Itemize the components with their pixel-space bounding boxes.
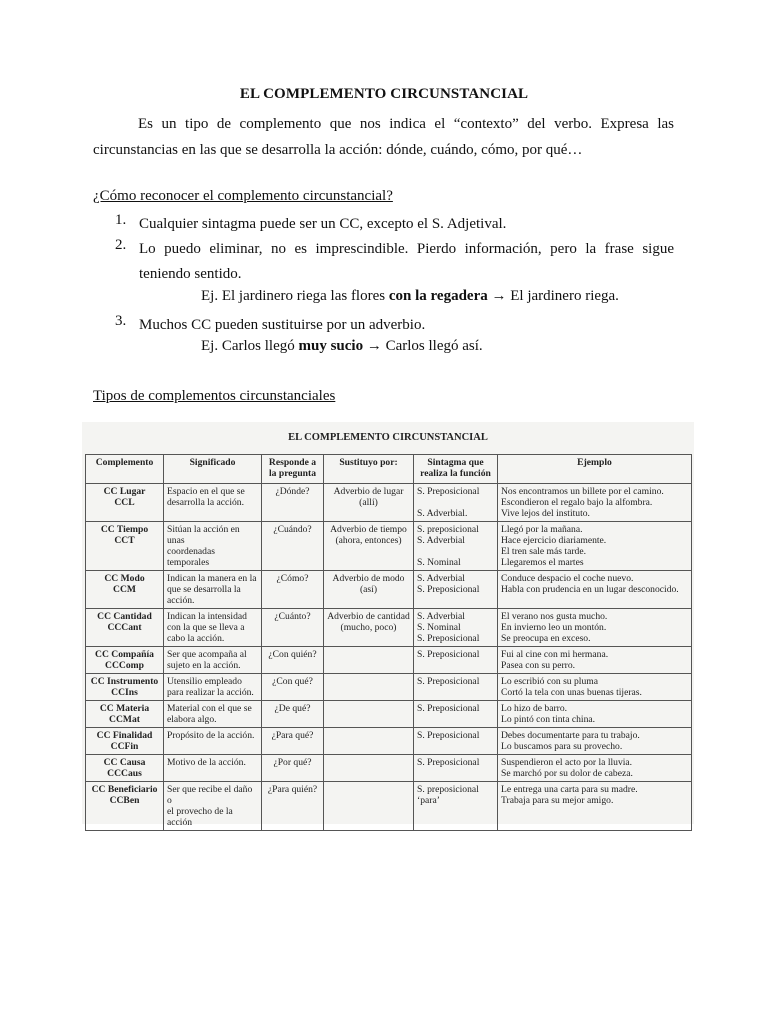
section-heading-types: Tipos de complementos circunstanciales — [93, 388, 336, 404]
cell-line: S. Preposicional — [417, 757, 480, 768]
cell-line: S. Preposicional — [417, 633, 480, 644]
table-cell-significado — [164, 609, 262, 647]
example-sentence — [201, 338, 483, 355]
cell-line: Sitúan la acción en unas — [167, 524, 240, 546]
cell-line: Llegó por la mañana. — [501, 524, 583, 535]
cell-line: ¿Con quién? — [268, 649, 317, 660]
cell-line: Motivo de la acción. — [167, 757, 246, 768]
cell-line: Escondieron el regalo bajo la alfombra. — [501, 497, 653, 508]
cell-line: para realizar la acción. — [167, 687, 254, 698]
list-item-text: Lo puedo eliminar, no es imprescindible. Pierdo información, pero la frase sigue teniendo sentido. — [139, 241, 674, 282]
table-cell-ejemplo — [498, 522, 692, 571]
cell-line: Ser que acompaña al — [167, 649, 247, 660]
cell-line: que se desarrolla la — [167, 584, 241, 595]
example-text: → El jardinero riega. — [487, 288, 619, 304]
cell-line: Hace ejercicio diariamente. — [501, 535, 607, 546]
cell-line: S. Adverbial — [417, 573, 465, 584]
table-cell-sustituyo — [324, 674, 414, 701]
table-row — [86, 728, 692, 755]
table-cell-significado — [164, 701, 262, 728]
cell-line: acción. — [167, 595, 195, 606]
cell-line: ¿Para qué? — [271, 730, 314, 741]
cell-line: sujeto en la acción. — [167, 660, 241, 671]
cell-line: S. Nominal — [417, 622, 461, 633]
table-cell-sustituyo — [324, 647, 414, 674]
cell-line: Lo pintó con tinta china. — [501, 714, 596, 725]
cell-line: elabora algo. — [167, 714, 217, 725]
header-cell: Significado — [164, 455, 262, 484]
table-cell-significado — [164, 647, 262, 674]
cell-line: Habla con prudencia en un lugar desconocido. — [501, 584, 679, 595]
cell-line: S. Preposicional — [417, 703, 480, 714]
table-cell-ejemplo — [498, 571, 692, 609]
cell-line: CC Tiempo — [100, 524, 149, 535]
table-cell-sintagma — [414, 674, 498, 701]
cell-line: Indican la intensidad — [167, 611, 247, 622]
cell-line: S. Nominal — [417, 557, 461, 568]
table-row — [86, 571, 692, 609]
cell-line: Se preocupa en exceso. — [501, 633, 591, 644]
cell-line: Lo escribió con su pluma — [501, 676, 598, 687]
table-cell-significado — [164, 755, 262, 782]
line-gap — [417, 497, 494, 508]
cell-line: Utensilio empleado — [167, 676, 242, 687]
cell-line: ¿Con qué? — [272, 676, 313, 687]
cell-line: Propósito de la acción. — [167, 730, 255, 741]
table-cell-pregunta — [262, 609, 324, 647]
table-cell-sintagma — [414, 484, 498, 522]
cell-line: Conduce despacio el coche nuevo. — [501, 573, 634, 584]
table-cell-significado — [164, 674, 262, 701]
cell-line: ¿Para quién? — [267, 784, 318, 795]
table-cell-sustituyo — [324, 755, 414, 782]
example-sentence — [201, 288, 619, 305]
table-row — [86, 522, 692, 571]
table-cell-sintagma — [414, 728, 498, 755]
table-cell-significado — [164, 522, 262, 571]
cell-line: ¿Por qué? — [273, 757, 312, 768]
complement-table — [85, 454, 692, 831]
table-cell-sustituyo — [324, 728, 414, 755]
example-highlight: muy sucio — [298, 338, 364, 354]
header-cell: Sustituyo por: — [324, 455, 414, 484]
cell-line: (allí) — [359, 497, 378, 508]
cell-line: CCIns — [111, 687, 138, 698]
cell-line: CC Lugar — [103, 486, 146, 497]
example-text: → Carlos llegó así. — [363, 338, 483, 354]
cell-line: CC Beneficiario — [91, 784, 158, 795]
example-text: Ej. Carlos llegó — [201, 338, 299, 354]
table-cell-sintagma — [414, 782, 498, 831]
cell-line: CC Materia — [99, 703, 150, 714]
cell-line: CCBen — [109, 795, 140, 806]
table-cell-ejemplo — [498, 484, 692, 522]
cell-line: Nos encontramos un billete por el camino. — [501, 486, 664, 497]
table-cell-sintagma — [414, 609, 498, 647]
table-cell-pregunta — [262, 701, 324, 728]
cell-line: CCComp — [105, 660, 144, 671]
table-cell-significado — [164, 484, 262, 522]
cell-line: Adverbio de tiempo — [330, 524, 407, 535]
table-row — [86, 647, 692, 674]
cell-line: ‘para’ — [417, 795, 440, 806]
cell-line: Cortó la tela con unas buenas tijeras. — [501, 687, 642, 698]
table-cell-pregunta — [262, 755, 324, 782]
table-row — [86, 609, 692, 647]
cell-line: CC Compañía — [95, 649, 154, 660]
table-cell-sustituyo — [324, 609, 414, 647]
cell-line: ¿Cuánto? — [274, 611, 311, 622]
table-cell-complemento — [86, 701, 164, 728]
header-cell: Ejemplo — [498, 455, 692, 484]
cell-line: Vive lejos del instituto. — [501, 508, 590, 519]
table-cell-ejemplo — [498, 728, 692, 755]
cell-line: Lo buscamos para su provecho. — [501, 741, 623, 752]
table-row — [86, 755, 692, 782]
table-cell-sintagma — [414, 701, 498, 728]
cell-line: S. preposicional — [417, 784, 479, 795]
table-cell-pregunta — [262, 782, 324, 831]
header-cell: Complemento — [86, 455, 164, 484]
cell-line: S. Preposicional — [417, 584, 480, 595]
cell-line: CC Instrumento — [90, 676, 159, 687]
page-title: EL COMPLEMENTO CIRCUNSTANCIAL — [239, 86, 529, 102]
list-item-text: Muchos CC pueden sustituirse por un adverbio. — [139, 317, 426, 333]
table-cell-sustituyo — [324, 571, 414, 609]
example-highlight: con la regadera — [388, 288, 488, 304]
table-cell-complemento — [86, 609, 164, 647]
cell-line: S. Adverbial. — [417, 508, 468, 519]
table-cell-sintagma — [414, 522, 498, 571]
table-row — [86, 782, 692, 831]
table-cell-complemento — [86, 755, 164, 782]
cell-line: El verano nos gusta mucho. — [501, 611, 608, 622]
line-gap — [417, 546, 494, 557]
cell-line: CCMat — [109, 714, 140, 725]
table-cell-sintagma — [414, 647, 498, 674]
table-cell-ejemplo — [498, 609, 692, 647]
table-cell-pregunta — [262, 571, 324, 609]
example-text: Ej. El jardinero riega las flores — [201, 288, 389, 304]
cell-line: el provecho de la acción — [167, 806, 233, 828]
table-cell-complemento — [86, 728, 164, 755]
table-cell-significado — [164, 728, 262, 755]
cell-line: (mucho, poco) — [340, 622, 397, 633]
cell-line: El tren sale más tarde. — [501, 546, 586, 557]
table-cell-complemento — [86, 571, 164, 609]
list-item-number: 1. — [115, 212, 127, 228]
cell-line: S. preposicional — [417, 524, 479, 535]
list-item-text: Cualquier sintagma puede ser un CC, excepto el S. Adjetival. — [139, 216, 507, 232]
header-cell: Sintagma que realiza la función — [414, 455, 498, 484]
table-cell-complemento — [86, 484, 164, 522]
cell-line: ¿Dónde? — [275, 486, 310, 497]
cell-line: S. Preposicional — [417, 730, 480, 741]
cell-line: CCM — [113, 584, 136, 595]
complement-table-image — [82, 422, 694, 828]
table-cell-ejemplo — [498, 701, 692, 728]
table-cell-sustituyo — [324, 484, 414, 522]
cell-line: CCFin — [110, 741, 139, 752]
cell-line: ¿Cómo? — [276, 573, 309, 584]
cell-line: CCCaus — [107, 768, 142, 779]
cell-line: CC Finalidad — [96, 730, 153, 741]
table-row — [86, 484, 692, 522]
table-cell-ejemplo — [498, 647, 692, 674]
cell-line: cabo la acción. — [167, 633, 225, 644]
cell-line: Adverbio de lugar — [333, 486, 404, 497]
cell-line: Material con el que se — [167, 703, 252, 714]
table-cell-pregunta — [262, 647, 324, 674]
cell-line: S. Preposicional — [417, 486, 480, 497]
cell-line: (ahora, entonces) — [335, 535, 402, 546]
table-row — [86, 701, 692, 728]
cell-line: ¿De qué? — [274, 703, 311, 714]
header-cell: Responde a la pregunta — [262, 455, 324, 484]
cell-line: Pasea con su perro. — [501, 660, 576, 671]
cell-line: con la que se lleva a — [167, 622, 245, 633]
cell-line: Debes documentarte para tu trabajo. — [501, 730, 640, 741]
section-heading-recognize: ¿Cómo reconocer el complemento circunstancial? — [93, 188, 393, 204]
table-cell-sustituyo — [324, 701, 414, 728]
intro-paragraph: Es un tipo de complemento que nos indica el “contexto” del verbo. Expresa las circunstancias en las que se desarrolla la acción: dónde, cuándo, cómo, por qué… — [93, 116, 674, 158]
cell-line: Fui al cine con mi hermana. — [501, 649, 609, 660]
cell-line: S. Adverbial — [417, 611, 465, 622]
cell-line: S. Adverbial — [417, 535, 465, 546]
table-cell-ejemplo — [498, 782, 692, 831]
table-cell-pregunta — [262, 728, 324, 755]
cell-line: S. Preposicional — [417, 649, 480, 660]
list-item-number: 3. — [115, 313, 127, 329]
table-cell-complemento — [86, 782, 164, 831]
cell-line: CC Causa — [103, 757, 146, 768]
cell-line: Adverbio de modo — [332, 573, 405, 584]
cell-line: S. Preposicional — [417, 676, 480, 687]
table-cell-ejemplo — [498, 755, 692, 782]
cell-line: desarrolla la acción. — [167, 497, 244, 508]
cell-line: En invierno leo un montón. — [501, 622, 607, 633]
cell-line: Se marchó por su dolor de cabeza. — [501, 768, 633, 779]
table-cell-pregunta — [262, 674, 324, 701]
cell-line: ¿Cuándo? — [273, 524, 312, 535]
table-cell-sintagma — [414, 571, 498, 609]
table-cell-ejemplo — [498, 674, 692, 701]
table-row — [86, 674, 692, 701]
cell-line: Trabaja para su mejor amigo. — [501, 795, 614, 806]
cell-line: Adverbio de cantidad — [327, 611, 410, 622]
cell-line: CCT — [114, 535, 135, 546]
cell-line: Suspendieron el acto por la lluvia. — [501, 757, 633, 768]
cell-line: Le entrega una carta para su madre. — [501, 784, 638, 795]
table-title: EL COMPLEMENTO CIRCUNSTANCIAL — [288, 432, 488, 443]
cell-line: Espacio en el que se — [167, 486, 245, 497]
table-cell-sustituyo — [324, 782, 414, 831]
cell-line: Llegaremos el martes — [501, 557, 584, 568]
cell-line: Lo hizo de barro. — [501, 703, 568, 714]
table-cell-complemento — [86, 522, 164, 571]
table-cell-significado — [164, 782, 262, 831]
cell-line: CCCant — [107, 622, 142, 633]
table-cell-complemento — [86, 647, 164, 674]
table-cell-significado — [164, 571, 262, 609]
cell-line: CCL — [114, 497, 135, 508]
cell-line: coordenadas temporales — [167, 546, 215, 568]
cell-line: CC Modo — [104, 573, 145, 584]
table-cell-pregunta — [262, 484, 324, 522]
table-cell-complemento — [86, 674, 164, 701]
list-item-number: 2. — [115, 237, 127, 253]
table-header-row — [86, 455, 692, 484]
cell-line: Indican la manera en la — [167, 573, 257, 584]
cell-line: (así) — [359, 584, 378, 595]
table-cell-sintagma — [414, 755, 498, 782]
cell-line: CC Cantidad — [97, 611, 152, 622]
table-cell-pregunta — [262, 522, 324, 571]
cell-line: Ser que recibe el daño o — [167, 784, 253, 806]
table-cell-sustituyo — [324, 522, 414, 571]
